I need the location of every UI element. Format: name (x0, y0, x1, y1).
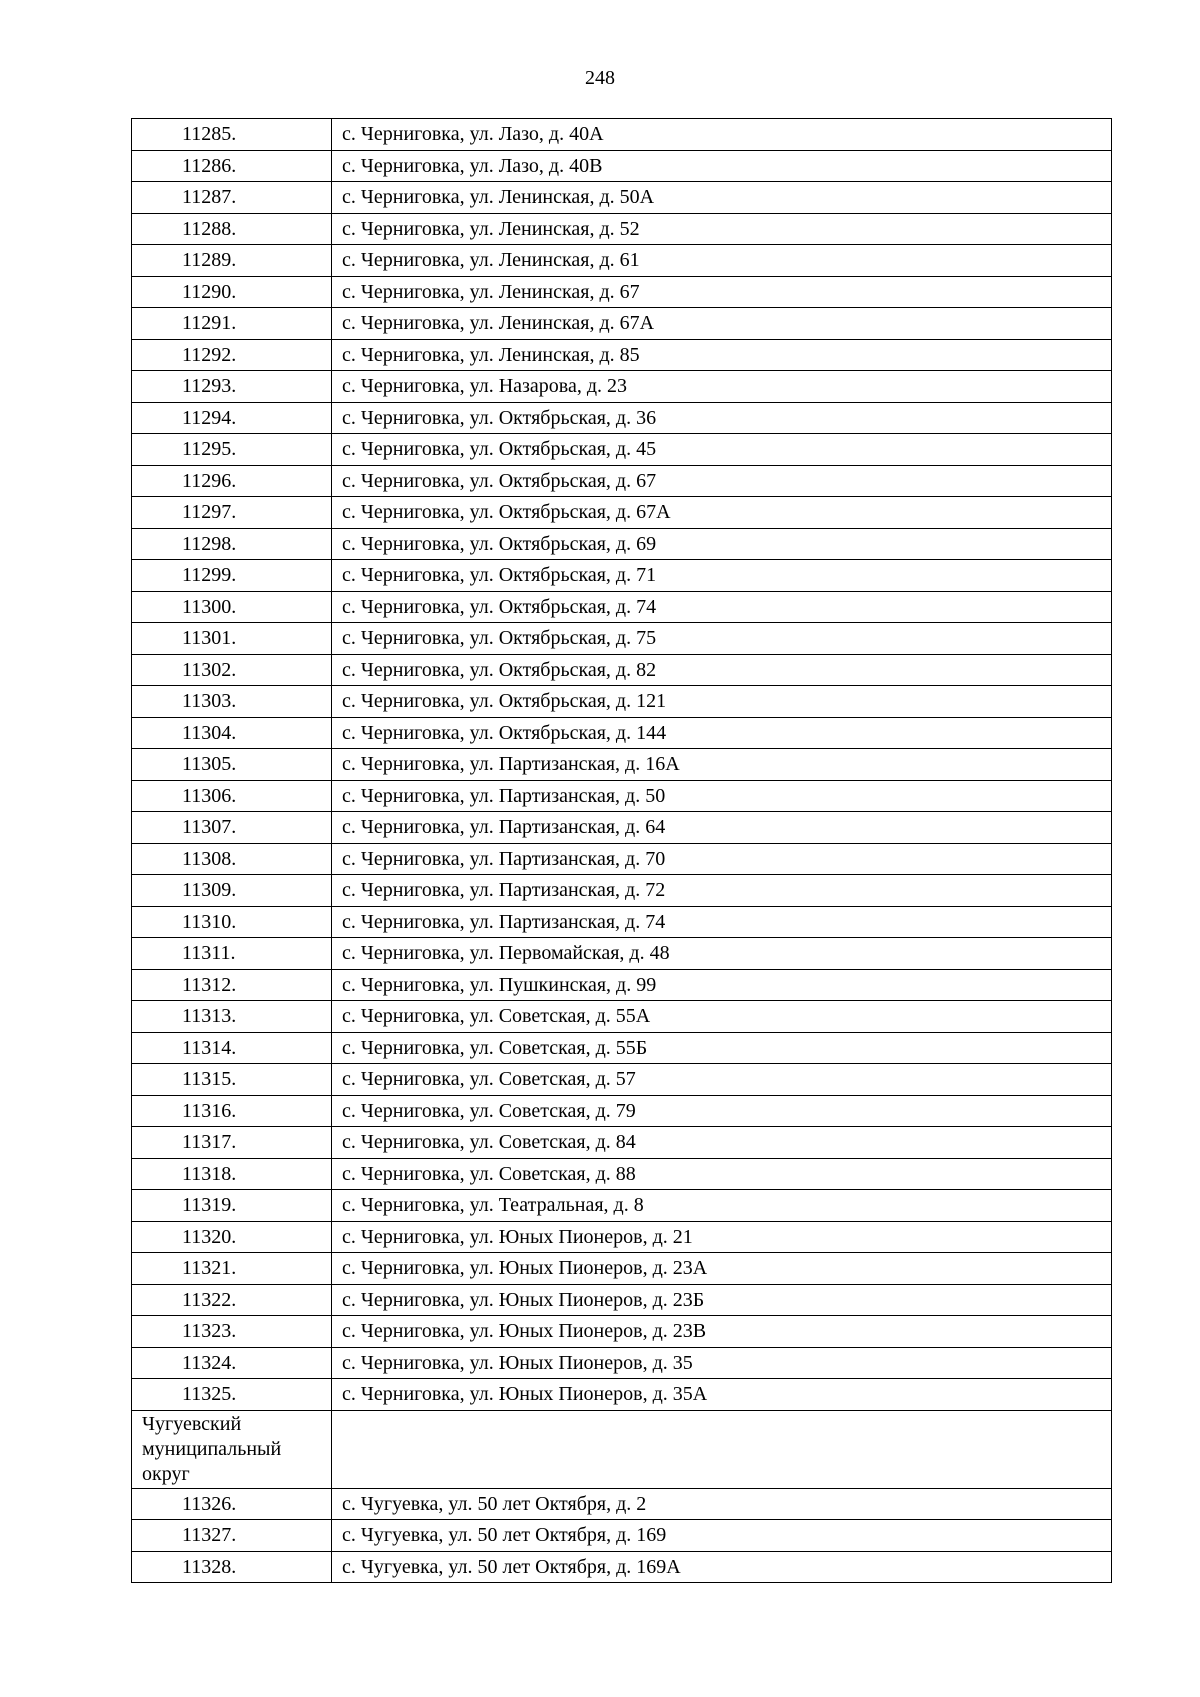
table-row (132, 749, 1112, 781)
table-row (132, 938, 1112, 970)
row-address: с. Черниговка, ул. Партизанская, д. 74 (332, 906, 1112, 938)
section-name-line: Чугуевский (142, 1412, 242, 1435)
table-row (132, 402, 1112, 434)
row-address: с. Чугуевка, ул. 50 лет Октября, д. 169 (332, 1520, 1112, 1552)
row-address: с. Черниговка, ул. Лазо, д. 40В (332, 150, 1112, 182)
row-address: с. Черниговка, ул. Партизанская, д. 70 (332, 843, 1112, 875)
row-number: 11316. (132, 1095, 332, 1127)
row-number: 11315. (132, 1064, 332, 1096)
section-row (132, 1410, 1112, 1488)
table-row (132, 1316, 1112, 1348)
table-row (132, 213, 1112, 245)
table-row (132, 1379, 1112, 1411)
table-row (132, 245, 1112, 277)
row-address: с. Черниговка, ул. Юных Пионеров, д. 35 (332, 1347, 1112, 1379)
row-number: 11307. (132, 812, 332, 844)
table-row (132, 623, 1112, 655)
section-name-line: округ (142, 1462, 190, 1485)
row-number: 11293. (132, 371, 332, 403)
table-row (132, 1520, 1112, 1552)
table-row (132, 717, 1112, 749)
table-row (132, 1347, 1112, 1379)
table-row (132, 1001, 1112, 1033)
table-row (132, 150, 1112, 182)
row-number: 11309. (132, 875, 332, 907)
row-address: с. Черниговка, ул. Советская, д. 55Б (332, 1032, 1112, 1064)
row-address: с. Черниговка, ул. Первомайская, д. 48 (332, 938, 1112, 970)
table-row (132, 1127, 1112, 1159)
row-address: с. Черниговка, ул. Советская, д. 88 (332, 1158, 1112, 1190)
table-row (132, 1488, 1112, 1520)
table-row (132, 497, 1112, 529)
page-number: 248 (585, 67, 615, 89)
row-address: с. Черниговка, ул. Ленинская, д. 50А (332, 182, 1112, 214)
row-number: 11319. (132, 1190, 332, 1222)
row-number: 11287. (132, 182, 332, 214)
row-address: с. Черниговка, ул. Партизанская, д. 72 (332, 875, 1112, 907)
section-name (132, 1410, 332, 1488)
table-row (132, 182, 1112, 214)
table-row (132, 1064, 1112, 1096)
row-address: с. Черниговка, ул. Ленинская, д. 85 (332, 339, 1112, 371)
row-number: 11289. (132, 245, 332, 277)
row-address: с. Черниговка, ул. Октябрьская, д. 67 (332, 465, 1112, 497)
table-row (132, 308, 1112, 340)
row-number: 11296. (132, 465, 332, 497)
row-number: 11321. (132, 1253, 332, 1285)
row-address: с. Черниговка, ул. Советская, д. 79 (332, 1095, 1112, 1127)
row-address: с. Черниговка, ул. Юных Пионеров, д. 35А (332, 1379, 1112, 1411)
table-row (132, 1221, 1112, 1253)
table-row (132, 528, 1112, 560)
row-address: с. Черниговка, ул. Советская, д. 57 (332, 1064, 1112, 1096)
row-address: с. Чугуевка, ул. 50 лет Октября, д. 2 (332, 1488, 1112, 1520)
row-number: 11294. (132, 402, 332, 434)
table-row (132, 591, 1112, 623)
row-address: с. Черниговка, ул. Октябрьская, д. 121 (332, 686, 1112, 718)
row-address: с. Черниговка, ул. Лазо, д. 40А (332, 119, 1112, 151)
table-row (132, 875, 1112, 907)
table-row (132, 434, 1112, 466)
row-number: 11295. (132, 434, 332, 466)
table-row (132, 1253, 1112, 1285)
table-row (132, 812, 1112, 844)
row-address: с. Черниговка, ул. Партизанская, д. 64 (332, 812, 1112, 844)
row-address: с. Черниговка, ул. Ленинская, д. 52 (332, 213, 1112, 245)
row-address: с. Чугуевка, ул. 50 лет Октября, д. 169А (332, 1551, 1112, 1583)
row-number: 11314. (132, 1032, 332, 1064)
table-row (132, 119, 1112, 151)
row-number: 11324. (132, 1347, 332, 1379)
row-number: 11301. (132, 623, 332, 655)
row-number: 11299. (132, 560, 332, 592)
row-number: 11298. (132, 528, 332, 560)
table-row (132, 276, 1112, 308)
row-address: с. Черниговка, ул. Октябрьская, д. 144 (332, 717, 1112, 749)
section-name-line: муниципальный (142, 1437, 282, 1460)
row-address: с. Черниговка, ул. Юных Пионеров, д. 23В (332, 1316, 1112, 1348)
table-row (132, 560, 1112, 592)
table-row (132, 1158, 1112, 1190)
row-number: 11292. (132, 339, 332, 371)
table-row (132, 780, 1112, 812)
row-address: с. Черниговка, ул. Октябрьская, д. 74 (332, 591, 1112, 623)
address-table-body (132, 119, 1112, 1583)
table-row (132, 969, 1112, 1001)
row-address: с. Черниговка, ул. Октябрьская, д. 45 (332, 434, 1112, 466)
row-address: с. Черниговка, ул. Театральная, д. 8 (332, 1190, 1112, 1222)
row-address: с. Черниговка, ул. Партизанская, д. 50 (332, 780, 1112, 812)
row-number: 11297. (132, 497, 332, 529)
row-address: с. Черниговка, ул. Октябрьская, д. 69 (332, 528, 1112, 560)
row-number: 11288. (132, 213, 332, 245)
row-address: с. Черниговка, ул. Советская, д. 84 (332, 1127, 1112, 1159)
row-address: с. Черниговка, ул. Юных Пионеров, д. 23Б (332, 1284, 1112, 1316)
row-number: 11308. (132, 843, 332, 875)
row-address: с. Черниговка, ул. Назарова, д. 23 (332, 371, 1112, 403)
row-number: 11285. (132, 119, 332, 151)
table-row (132, 1095, 1112, 1127)
row-number: 11312. (132, 969, 332, 1001)
row-number: 11323. (132, 1316, 332, 1348)
table-row (132, 1284, 1112, 1316)
section-empty-cell (332, 1410, 1112, 1488)
row-number: 11311. (132, 938, 332, 970)
table-row (132, 654, 1112, 686)
row-number: 11310. (132, 906, 332, 938)
table-row (132, 843, 1112, 875)
row-number: 11317. (132, 1127, 332, 1159)
table-row (132, 1190, 1112, 1222)
row-number: 11306. (132, 780, 332, 812)
row-address: с. Черниговка, ул. Октябрьская, д. 82 (332, 654, 1112, 686)
row-number: 11286. (132, 150, 332, 182)
row-number: 11290. (132, 276, 332, 308)
row-number: 11304. (132, 717, 332, 749)
row-number: 11325. (132, 1379, 332, 1411)
table-row (132, 339, 1112, 371)
row-address: с. Черниговка, ул. Ленинская, д. 67 (332, 276, 1112, 308)
row-number: 11320. (132, 1221, 332, 1253)
row-address: с. Черниговка, ул. Пушкинская, д. 99 (332, 969, 1112, 1001)
row-number: 11305. (132, 749, 332, 781)
row-number: 11303. (132, 686, 332, 718)
row-address: с. Черниговка, ул. Юных Пионеров, д. 21 (332, 1221, 1112, 1253)
row-number: 11300. (132, 591, 332, 623)
row-address: с. Черниговка, ул. Ленинская, д. 67А (332, 308, 1112, 340)
table-row (132, 465, 1112, 497)
table-row (132, 686, 1112, 718)
row-address: с. Черниговка, ул. Октябрьская, д. 71 (332, 560, 1112, 592)
table-row (132, 1551, 1112, 1583)
row-address: с. Черниговка, ул. Октябрьская, д. 67А (332, 497, 1112, 529)
row-number: 11313. (132, 1001, 332, 1033)
row-number: 11318. (132, 1158, 332, 1190)
row-address: с. Черниговка, ул. Партизанская, д. 16А (332, 749, 1112, 781)
row-number: 11326. (132, 1488, 332, 1520)
row-address: с. Черниговка, ул. Ленинская, д. 61 (332, 245, 1112, 277)
table-row (132, 1032, 1112, 1064)
row-address: с. Черниговка, ул. Октябрьская, д. 36 (332, 402, 1112, 434)
row-number: 11327. (132, 1520, 332, 1552)
table-row (132, 371, 1112, 403)
row-number: 11291. (132, 308, 332, 340)
row-address: с. Черниговка, ул. Октябрьская, д. 75 (332, 623, 1112, 655)
row-address: с. Черниговка, ул. Юных Пионеров, д. 23А (332, 1253, 1112, 1285)
row-address: с. Черниговка, ул. Советская, д. 55А (332, 1001, 1112, 1033)
row-number: 11302. (132, 654, 332, 686)
address-table (131, 118, 1112, 1583)
row-number: 11328. (132, 1551, 332, 1583)
table-row (132, 906, 1112, 938)
row-number: 11322. (132, 1284, 332, 1316)
